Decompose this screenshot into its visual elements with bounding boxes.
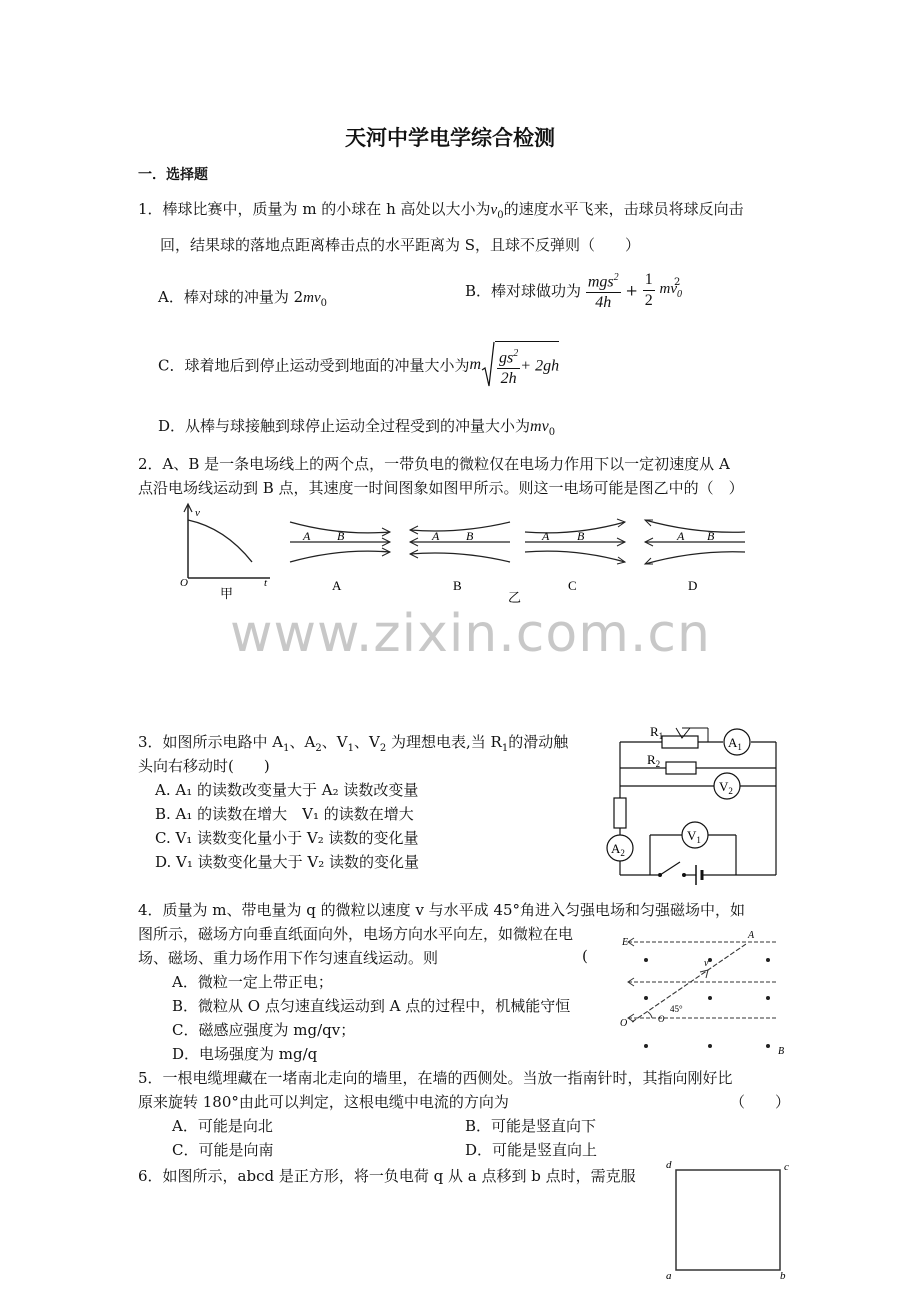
field-option-c <box>525 519 625 593</box>
q4-option-c: C．磁感应强度为 mg/qv； <box>172 1021 356 1039</box>
q5-option-b: B．可能是竖直向下 <box>465 1117 597 1135</box>
q3-option-a: A. A₁ 的读数改变量大于 A₂ 读数改变量 <box>155 781 419 799</box>
q1-option-a: A．棒对球的冲量为 $2mv_0$ <box>158 288 328 309</box>
t-axis-label: t <box>264 577 268 589</box>
o-inner-label: O <box>658 1014 665 1024</box>
q1-line1: 1．棒球比赛中，质量为 m 的小球在 h 高处以大小为$v_0$的速度水平飞来，击球员将球反向击 <box>138 200 744 221</box>
q2-line2: 点沿电场线运动到 B 点，其速度一时间图象如图甲所示。则这一电场可能是图乙中的（ ） <box>138 479 744 497</box>
svg-text:B: B <box>707 529 715 543</box>
q4-line2: 图所示，磁场方向垂直纸面向外，电场方向水平向左，如微粒在电 <box>138 925 574 943</box>
q6-square-figure <box>660 1158 800 1282</box>
field-option-d <box>645 520 745 593</box>
q4-option-a: A．微粒一定上带正电； <box>172 973 333 991</box>
q4-option-d: D．电场强度为 mg/q <box>172 1045 318 1063</box>
v-label: v <box>704 958 709 969</box>
q3-option-b: B. A₁ 的读数在增大 V₁ 的读数在增大 <box>155 805 414 823</box>
a2-label: $A_2$ <box>611 841 625 858</box>
q5-option-c: C．可能是向南 <box>172 1141 274 1159</box>
series-resistor <box>614 798 626 828</box>
page-title: 天河中学电学综合检测 <box>345 126 555 150</box>
q2-line1: 2．A、B 是一条电场线上的两个点，一带负电的微粒仅在电场力作用下以一定初速度从 A <box>138 455 730 473</box>
section-heading: 一．选择题 <box>138 167 208 183</box>
option-b-label: B <box>453 578 462 593</box>
v1-label: $V_1$ <box>687 828 701 845</box>
q4-line1: 4．质量为 m、带电量为 q 的微粒以速度 v 与水平成 45°角进入匀强电场和匀强磁场中，如 <box>138 901 746 919</box>
magnetic-field-dots <box>644 958 770 1048</box>
option-a-label: A <box>332 578 342 593</box>
q2-figure <box>170 500 780 610</box>
v2-label: $V_2$ <box>719 779 733 796</box>
q5-option-d: D．可能是竖直向上 <box>465 1141 598 1159</box>
v-axis-label: v <box>195 507 200 519</box>
q4-paren: ( <box>582 947 588 965</box>
d-label: d <box>666 1159 672 1171</box>
svg-text:B: B <box>577 529 585 543</box>
q5-paren: （ ） <box>730 1093 791 1111</box>
option-c-label: C <box>568 578 577 593</box>
velocity-time-graph <box>180 504 270 601</box>
q4-option-b: B．微粒从 O 点匀速直线运动到 A 点的过程中，机械能守恒 <box>172 997 571 1015</box>
r2-resistor <box>666 762 696 774</box>
q3-line2: 头向右移动时( ) <box>138 757 270 775</box>
b-label: b <box>780 1270 786 1282</box>
q1-option-d: D．从棒与球接触到球停止运动全过程受到的冲量大小为$mv_0$ <box>158 417 556 438</box>
q3-option-d: D. V₁ 读数变化量大于 V₂ 读数的变化量 <box>155 853 420 871</box>
q5-line1: 5．一根电缆埋藏在一堵南北走向的墙里，在墙的西侧处。当放一指南针时，其指向刚好比 <box>138 1069 733 1087</box>
r1-resistor <box>662 736 698 748</box>
figure-yi-label: 乙 <box>508 590 522 605</box>
svg-text:B: B <box>337 529 345 543</box>
figure-jia-label: 甲 <box>220 586 234 601</box>
a-label: A <box>748 930 755 941</box>
a-label: a <box>666 1270 672 1282</box>
q1-line2: 回，结果球的落地点距离棒击点的水平距离为 S，且球不反弹则（ ） <box>160 236 641 254</box>
field-option-a <box>290 522 390 593</box>
q4-field-figure <box>618 930 790 1058</box>
svg-text:A: A <box>432 529 440 543</box>
angle-label: 45° <box>670 1004 683 1014</box>
svg-text:A: A <box>677 529 685 543</box>
q5-line2: 原来旋转 180°由此可以判定，这根电缆中电流的方向为 <box>138 1093 509 1111</box>
fraction: $\frac{1}{2}$ <box>644 271 653 310</box>
q1-option-b: B．棒对球做功为 $\frac{mgs^2}{4h}$ + $\frac{1}{2}$ $mv_0^2$ <box>465 268 688 313</box>
option-d-label: D <box>688 578 698 593</box>
q1-option-c: C．球着地后到停止运动受到地面的冲量大小为m $\frac{gs^2}{2h}$ + 2gh <box>158 340 559 390</box>
watermark: www.zixin.com.cn <box>230 604 711 664</box>
origin-label: O <box>180 577 188 589</box>
switch-blade <box>660 862 680 875</box>
svg-text:B: B <box>466 529 474 543</box>
square-abcd <box>676 1170 780 1270</box>
a1-label: $A_1$ <box>728 735 742 752</box>
q5-option-a: A．可能是向北 <box>172 1117 273 1135</box>
fraction: $\frac{mgs^2}{4h}$ <box>586 268 621 313</box>
q3-line1: 3．如图所示电路中 $A_1$、$A_2$、$V_1$、$V_2$ 为理想电表,当 $R_1$的滑动触 <box>138 733 569 754</box>
q6-line1: 6．如图所示，abcd 是正方形，将一负电荷 q 从 a 点移到 b 点时，需克服 <box>138 1167 636 1185</box>
q4-line3: 场、磁场、重力场作用下作匀速直线运动。则 <box>138 949 439 967</box>
field-option-b <box>410 522 510 593</box>
q3-circuit-figure <box>600 720 790 885</box>
svg-text:A: A <box>542 529 550 543</box>
trajectory-line <box>632 944 746 1022</box>
sqrt-sign-icon <box>481 340 495 390</box>
q3-option-c: C. V₁ 读数变化量小于 V₂ 读数的变化量 <box>155 829 419 847</box>
e-label: E <box>622 937 629 948</box>
svg-text:A: A <box>303 529 311 543</box>
b-label: B <box>778 1046 785 1057</box>
c-label: c <box>784 1161 789 1173</box>
o-label: O <box>620 1018 628 1029</box>
r1-label: $R_1$ <box>650 724 664 741</box>
r2-label: $R_2$ <box>647 752 661 769</box>
